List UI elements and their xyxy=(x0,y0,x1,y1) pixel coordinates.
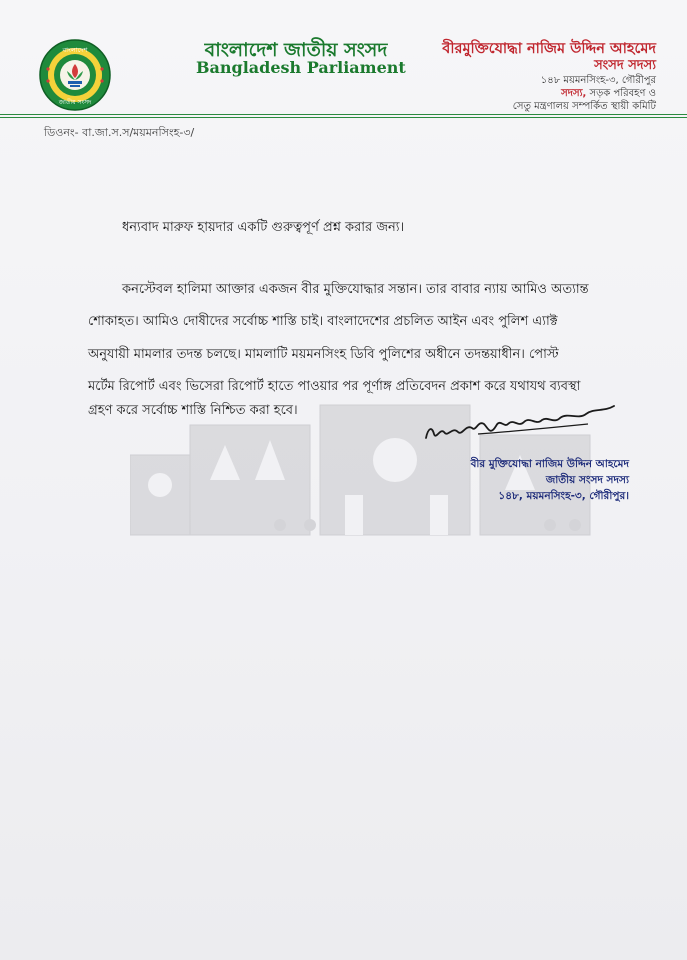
svg-text:বাংলাদেশ: বাংলাদেশ xyxy=(62,46,88,54)
mp-title: সংসদ সদস্য xyxy=(594,58,656,73)
body-line-1: কনস্টেবল হালিমা আক্তার একজন বীর মুক্তিযোদ্ধার সন্তান। তার বাবার ন্যায় আমিও অত্যান্ত xyxy=(122,282,589,297)
reference-number: ডিওনং- বা.জা.স.স/ময়মনসিংহ-৩/ xyxy=(44,126,195,139)
mp-name: বীরমুক্তিযোদ্ধা নাজিম উদ্দিন আহমেদ xyxy=(442,41,656,57)
mp-committee-line-2: সেতু মন্ত্রণালয় সম্পর্কিত স্থায়ী কমিটি xyxy=(512,101,656,112)
signatory-name: বীর মুক্তিযোদ্ধা নাজিম উদ্দিন আহমেদ xyxy=(470,458,629,470)
parliament-emblem-icon xyxy=(38,38,112,112)
body-line-5: গ্রহণ করে সর্বোচ্চ শাস্তি নিশ্চিত করা হবে। xyxy=(88,403,298,418)
signatory-title: জাতীয় সংসদ সদস্য xyxy=(545,474,629,486)
committee-line-1-rest: সড়ক পরিবহণ ও xyxy=(586,88,656,99)
org-name-en: Bangladesh Parliament xyxy=(196,58,406,77)
body-line-3: অনুযায়ী মামলার তদন্ত চলছে। মামলাটি ময়মনসিংহ ডিবি পুলিশের অধীনে তদন্তয়াধীন। পোস্ট xyxy=(88,347,559,362)
committee-role: সদস্য, xyxy=(561,88,587,99)
signatory-constituency: ১৪৮, ময়মনসিংহ-৩, গৌরীপুর। xyxy=(498,490,629,502)
body-line-4: মর্টেম রিপোর্ট এবং ভিসেরা রিপোর্ট হাতে পাওয়ার পর পূর্ণাঙ্গ প্রতিবেদন প্রকাশ করে যথাযথ ব্যবস্থা xyxy=(88,379,581,394)
handwritten-signature xyxy=(418,398,623,450)
svg-text:জাতীয় সংসদ: জাতীয় সংসদ xyxy=(58,99,92,106)
org-name-bn: বাংলাদেশ জাতীয় সংসদ xyxy=(204,39,388,61)
mp-constituency: ১৪৮ ময়মনসিংহ-৩, গৌরীপুর xyxy=(540,75,656,86)
header-divider xyxy=(0,114,687,118)
body-line-2: শোকাহত। আমিও দোষীদের সর্বোচ্চ শাস্তি চাই। বাংলাদেশের প্রচলিত আইন এবং পুলিশ এ্যাক্ট xyxy=(88,314,558,329)
body-greeting: ধন্যবাদ মারুফ হায়দার একটি গুরুত্বপূর্ণ প্রশ্ন করার জন্য। xyxy=(122,220,405,235)
